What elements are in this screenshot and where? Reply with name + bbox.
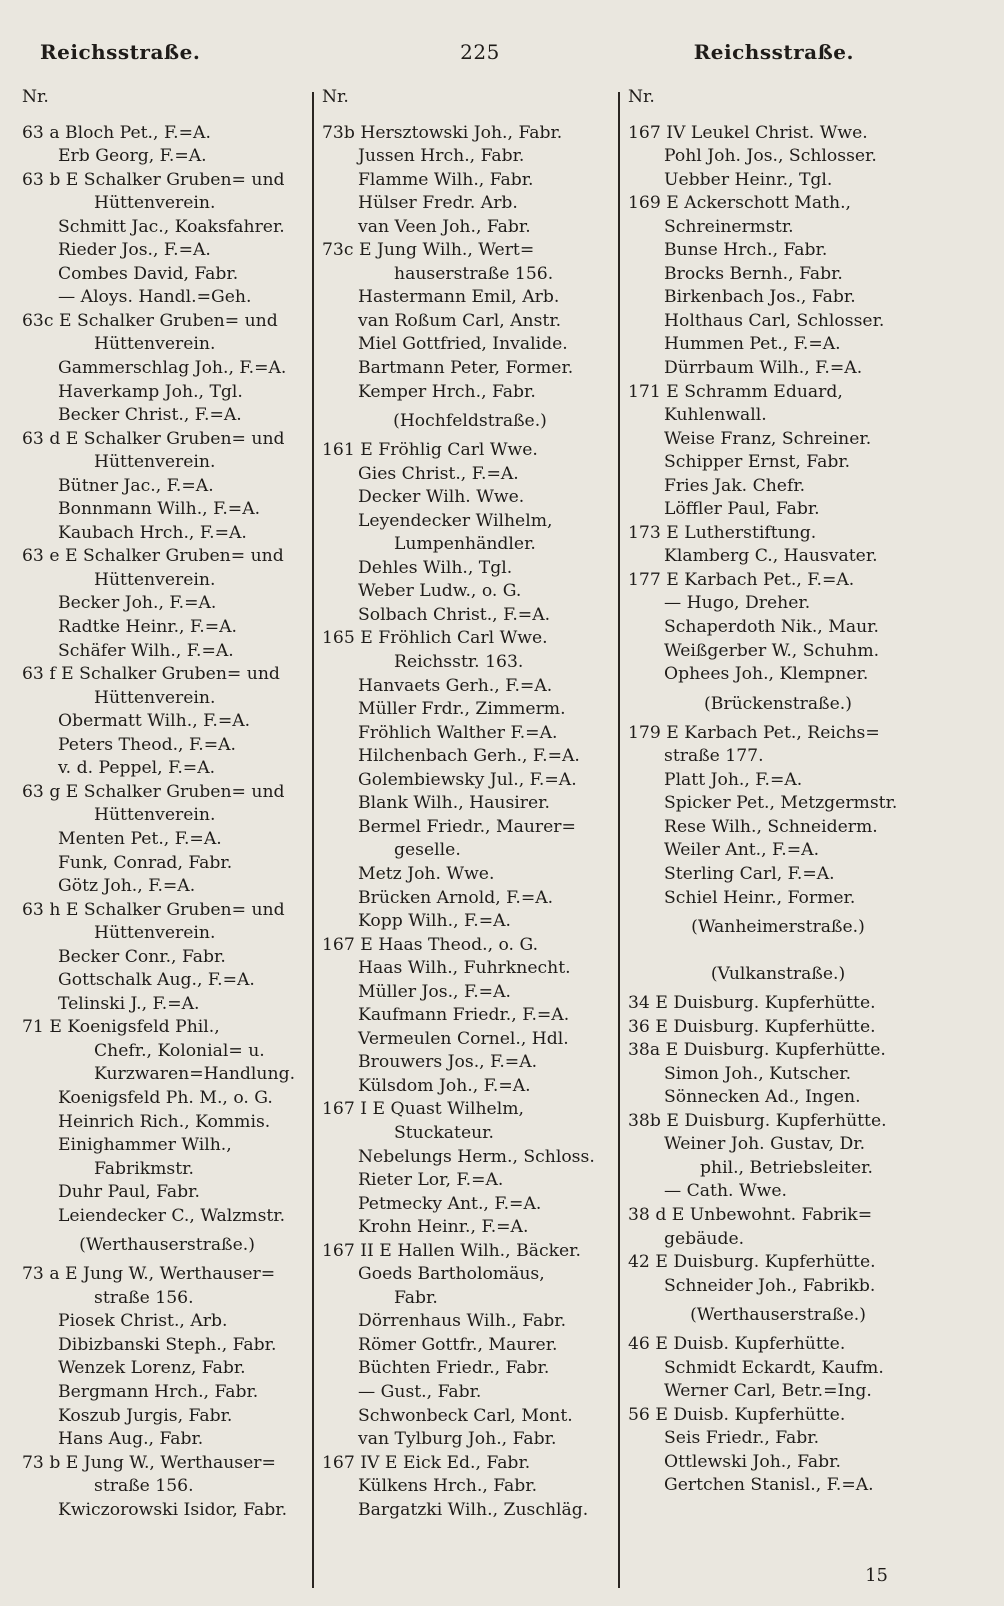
- resident-line: Römer Gottfr., Maurer.: [358, 1334, 558, 1355]
- page-header: [0, 40, 1004, 80]
- resident-line: v. d. Peppel, F.=A.: [58, 758, 216, 779]
- resident-line: — Gust., Fabr.: [358, 1381, 482, 1402]
- resident-line: Bergmann Hrch., Fabr.: [58, 1381, 259, 1402]
- resident-line: Dehles Wilh., Tgl.: [358, 557, 513, 578]
- resident-line: Uebber Heinr., Tgl.: [664, 169, 833, 190]
- resident-line: Hüttenverein.: [94, 334, 216, 355]
- resident-line: Ophees Joh., Klempner.: [664, 664, 869, 685]
- resident-line: Hüttenverein.: [94, 923, 216, 944]
- resident-line: Funk, Conrad, Fabr.: [58, 852, 233, 873]
- house-entry: 73 b E Jung W., Werthauser=: [22, 1452, 276, 1473]
- resident-line: — Cath. Wwe.: [664, 1181, 787, 1202]
- resident-line: Leiendecker C., Walzmstr.: [58, 1205, 286, 1226]
- house-entry: 42 E Duisburg. Kupferhütte.: [628, 1252, 876, 1273]
- resident-line: Dürrbaum Wilh., F.=A.: [664, 358, 863, 379]
- resident-line: Combes David, Fabr.: [58, 263, 239, 284]
- column-middle: [322, 86, 618, 1522]
- resident-line: Blank Wilh., Hausirer.: [358, 793, 550, 814]
- street-heading: (Werthauserstraße.): [79, 1235, 255, 1256]
- page-number-top: 225: [460, 40, 500, 64]
- resident-line: Obermatt Wilh., F.=A.: [58, 711, 251, 732]
- resident-line: geselle.: [394, 840, 461, 861]
- house-entry: 167 I E Quast Wilhelm,: [322, 1099, 524, 1120]
- resident-line: Bermel Friedr., Maurer=: [358, 816, 576, 837]
- resident-line: Seis Friedr., Fabr.: [664, 1428, 820, 1449]
- house-entry: 173 E Lutherstiftung.: [628, 522, 817, 543]
- resident-line: Brouwers Jos., F.=A.: [358, 1052, 538, 1073]
- house-entry: 63 f E Schalker Gruben= und: [22, 664, 280, 685]
- resident-line: Hülser Fredr. Arb.: [358, 193, 518, 214]
- resident-line: Weiler Ant., F.=A.: [664, 840, 820, 861]
- spacer: [22, 110, 312, 122]
- spacer: [628, 110, 928, 122]
- resident-line: Solbach Christ., F.=A.: [358, 604, 551, 625]
- house-entry: 38 d E Unbewohnt. Fabrik=: [628, 1204, 873, 1225]
- resident-line: Petmecky Ant., F.=A.: [358, 1193, 542, 1214]
- resident-line: Holthaus Carl, Schlosser.: [664, 310, 885, 331]
- resident-line: Löffler Paul, Fabr.: [664, 499, 820, 520]
- resident-line: Hüttenverein.: [94, 805, 216, 826]
- house-entry: 63 e E Schalker Gruben= und: [22, 546, 284, 567]
- resident-line: Weißgerber W., Schuhm.: [664, 640, 880, 661]
- house-entry: 63 d E Schalker Gruben= und: [22, 428, 285, 449]
- resident-line: Simon Joh., Kutscher.: [664, 1063, 852, 1084]
- resident-line: hauserstraße 156.: [394, 263, 554, 284]
- resident-line: Menten Pet., F.=A.: [58, 828, 222, 849]
- resident-line: Hüttenverein.: [94, 452, 216, 473]
- resident-line: Hastermann Emil, Arb.: [358, 287, 560, 308]
- resident-line: Hüttenverein.: [94, 569, 216, 590]
- house-entry: 165 E Fröhlich Carl Wwe.: [322, 628, 548, 649]
- resident-line: Becker Conr., Fabr.: [58, 946, 226, 967]
- house-entry: 73c E Jung Wilh., Wert=: [322, 240, 535, 261]
- resident-line: Bartmann Peter, Former.: [358, 358, 574, 379]
- resident-line: Brücken Arnold, F.=A.: [358, 887, 554, 908]
- resident-line: Ottlewski Joh., Fabr.: [664, 1451, 841, 1472]
- column-divider: [618, 92, 620, 1588]
- column-header: Nr.: [628, 87, 655, 107]
- resident-line: Koenigsfeld Ph. M., o. G.: [58, 1087, 273, 1108]
- resident-line: straße 156.: [94, 1476, 194, 1497]
- resident-line: Schipper Ernst, Fabr.: [664, 452, 851, 473]
- resident-line: Telinski J., F.=A.: [58, 993, 200, 1014]
- street-heading: (Wanheimerstraße.): [691, 917, 865, 938]
- house-entry: 73 a E Jung W., Werthauser=: [22, 1264, 276, 1285]
- street-heading: (Hochfeldstraße.): [393, 411, 547, 432]
- house-entry: 71 E Koenigsfeld Phil.,: [22, 1017, 220, 1038]
- spacer: [628, 945, 928, 957]
- resident-line: Radtke Heinr., F.=A.: [58, 617, 237, 638]
- resident-line: van Roßum Carl, Anstr.: [358, 310, 562, 331]
- house-entry: 169 E Ackerschott Math.,: [628, 193, 852, 214]
- resident-line: Heinrich Rich., Kommis.: [58, 1111, 271, 1132]
- street-heading: (Werthauserstraße.): [690, 1305, 866, 1326]
- resident-line: Rieter Lor, F.=A.: [358, 1170, 504, 1191]
- resident-line: Lumpenhändler.: [394, 534, 536, 555]
- house-entry: 167 IV Leukel Christ. Wwe.: [628, 122, 868, 143]
- resident-line: Decker Wilh. Wwe.: [358, 487, 525, 508]
- resident-line: van Tylburg Joh., Fabr.: [358, 1429, 557, 1450]
- house-entry: 161 E Fröhlig Carl Wwe.: [322, 440, 538, 461]
- house-entry: 73b Hersztowski Joh., Fabr.: [322, 122, 563, 143]
- resident-line: Külkens Hrch., Fabr.: [358, 1476, 538, 1497]
- resident-line: Schmitt Jac., Koaksfahrer.: [58, 216, 285, 237]
- resident-line: Gottschalk Aug., F.=A.: [58, 970, 255, 991]
- resident-line: Jussen Hrch., Fabr.: [358, 146, 525, 167]
- resident-line: Hüttenverein.: [94, 687, 216, 708]
- resident-line: Fröhlich Walther F.=A.: [358, 722, 558, 743]
- house-entry: 46 E Duisb. Kupferhütte.: [628, 1334, 846, 1355]
- resident-line: Weber Ludw., o. G.: [358, 581, 522, 602]
- resident-line: Kemper Hrch., Fabr.: [358, 381, 536, 402]
- house-entry: 167 IV E Eick Ed., Fabr.: [322, 1452, 531, 1473]
- resident-line: Hüttenverein.: [94, 193, 216, 214]
- resident-line: van Veen Joh., Fabr.: [358, 216, 531, 237]
- resident-line: Bargatzki Wilh., Zuschläg.: [358, 1499, 589, 1520]
- resident-line: Golembiewsky Jul., F.=A.: [358, 769, 577, 790]
- house-entry: 167 II E Hallen Wilh., Bäcker.: [322, 1240, 581, 1261]
- running-head-right: Reichsstraße.: [693, 40, 854, 64]
- resident-line: Rieder Jos., F.=A.: [58, 240, 211, 261]
- house-entry: 167 E Haas Theod., o. G.: [322, 934, 539, 955]
- resident-line: gebäude.: [664, 1228, 745, 1249]
- resident-line: Leyendecker Wilhelm,: [358, 510, 553, 531]
- resident-line: phil., Betriebsleiter.: [700, 1157, 873, 1178]
- resident-line: Becker Christ., F.=A.: [58, 405, 242, 426]
- resident-line: Bütner Jac., F.=A.: [58, 475, 214, 496]
- resident-line: Kaubach Hrch., F.=A.: [58, 522, 247, 543]
- resident-line: Kopp Wilh., F.=A.: [358, 911, 511, 932]
- resident-line: Klamberg C., Hausvater.: [664, 546, 878, 567]
- resident-line: Weiner Joh. Gustav, Dr.: [664, 1134, 866, 1155]
- house-entry: 38b E Duisburg. Kupferhütte.: [628, 1110, 887, 1131]
- resident-line: Flamme Wilh., Fabr.: [358, 169, 534, 190]
- house-entry: 34 E Duisburg. Kupferhütte.: [628, 993, 876, 1014]
- resident-line: Erb Georg, F.=A.: [58, 146, 207, 167]
- resident-line: Bonnmann Wilh., F.=A.: [58, 499, 261, 520]
- resident-line: Rese Wilh., Schneiderm.: [664, 816, 878, 837]
- resident-line: Goeds Bartholomäus,: [358, 1264, 545, 1285]
- resident-line: Haas Wilh., Fuhrknecht.: [358, 958, 571, 979]
- resident-line: Wenzek Lorenz, Fabr.: [58, 1358, 246, 1379]
- house-entry: 179 E Karbach Pet., Reichs=: [628, 722, 880, 743]
- resident-line: Metz Joh. Wwe.: [358, 863, 495, 884]
- running-head-left: Reichsstraße.: [40, 40, 201, 64]
- resident-line: Kaufmann Friedr., F.=A.: [358, 1005, 570, 1026]
- resident-line: Vermeulen Cornel., Hdl.: [358, 1028, 569, 1049]
- house-entry: 171 E Schramm Eduard,: [628, 381, 843, 402]
- resident-line: Duhr Paul, Fabr.: [58, 1182, 200, 1203]
- resident-line: Platt Joh., F.=A.: [664, 769, 803, 790]
- spacer: [322, 110, 618, 122]
- column-right: [628, 86, 928, 1498]
- column-divider: [312, 92, 314, 1588]
- page-number-bottom: 15: [865, 1565, 888, 1586]
- resident-line: Gies Christ., F.=A.: [358, 463, 519, 484]
- resident-line: Schaperdoth Nik., Maur.: [664, 617, 879, 638]
- resident-line: Müller Jos., F.=A.: [358, 981, 511, 1002]
- resident-line: straße 156.: [94, 1287, 194, 1308]
- resident-line: Bunse Hrch., Fabr.: [664, 240, 828, 261]
- resident-line: Miel Gottfried, Invalide.: [358, 334, 568, 355]
- resident-line: Stuckateur.: [394, 1122, 494, 1143]
- resident-line: Hanvaets Gerh., F.=A.: [358, 675, 553, 696]
- resident-line: Götz Joh., F.=A.: [58, 876, 196, 897]
- resident-line: Reichsstr. 163.: [394, 652, 524, 673]
- resident-line: Schwonbeck Carl, Mont.: [358, 1405, 573, 1426]
- resident-line: Chefr., Kolonial= u.: [94, 1040, 265, 1061]
- resident-line: Koszub Jurgis, Fabr.: [58, 1405, 233, 1426]
- resident-line: Pohl Joh. Jos., Schlosser.: [664, 146, 877, 167]
- house-entry: 56 E Duisb. Kupferhütte.: [628, 1404, 846, 1425]
- resident-line: Schreinermstr.: [664, 216, 794, 237]
- street-heading: (Brückenstraße.): [704, 693, 852, 714]
- resident-line: Büchten Friedr., Fabr.: [358, 1358, 550, 1379]
- resident-line: Peters Theod., F.=A.: [58, 734, 236, 755]
- resident-line: Werner Carl, Betr.=Ing.: [664, 1381, 872, 1402]
- resident-line: — Aloys. Handl.=Geh.: [58, 287, 252, 308]
- house-entry: 177 E Karbach Pet., F.=A.: [628, 569, 855, 590]
- resident-line: Birkenbach Jos., Fabr.: [664, 287, 856, 308]
- resident-line: Gammerschlag Joh., F.=A.: [58, 358, 287, 379]
- house-entry: 63 a Bloch Pet., F.=A.: [22, 122, 211, 143]
- resident-line: — Hugo, Dreher.: [664, 593, 811, 614]
- resident-line: straße 177.: [664, 746, 764, 767]
- resident-line: Fries Jak. Chefr.: [664, 475, 806, 496]
- resident-line: Fabrikmstr.: [94, 1158, 194, 1179]
- street-heading: (Vulkanstraße.): [710, 964, 846, 985]
- resident-line: Kwiczorowski Isidor, Fabr.: [58, 1499, 288, 1520]
- resident-line: Schiel Heinr., Former.: [664, 887, 856, 908]
- resident-line: Nebelungs Herm., Schloss.: [358, 1146, 595, 1167]
- resident-line: Einighammer Wilh.,: [58, 1135, 232, 1156]
- resident-line: Schneider Joh., Fabrikb.: [664, 1275, 876, 1296]
- resident-line: Külsdom Joh., F.=A.: [358, 1075, 531, 1096]
- column-header: Nr.: [22, 87, 49, 107]
- resident-line: Dörrenhaus Wilh., Fabr.: [358, 1311, 567, 1332]
- column-left: [22, 86, 312, 1522]
- resident-line: Hans Aug., Fabr.: [58, 1429, 204, 1450]
- resident-line: Spicker Pet., Metzgermstr.: [664, 793, 898, 814]
- resident-line: Dibizbanski Steph., Fabr.: [58, 1334, 277, 1355]
- house-entry: 36 E Duisburg. Kupferhütte.: [628, 1016, 876, 1037]
- resident-line: Kurzwaren=Handlung.: [94, 1064, 296, 1085]
- resident-line: Piosek Christ., Arb.: [58, 1311, 228, 1332]
- resident-line: Schäfer Wilh., F.=A.: [58, 640, 234, 661]
- resident-line: Hilchenbach Gerh., F.=A.: [358, 746, 580, 767]
- house-entry: 63 g E Schalker Gruben= und: [22, 781, 285, 802]
- resident-line: Kuhlenwall.: [664, 405, 767, 426]
- column-header: Nr.: [322, 87, 349, 107]
- resident-line: Sönnecken Ad., Ingen.: [664, 1087, 861, 1108]
- resident-line: Fabr.: [394, 1287, 438, 1308]
- resident-line: Becker Joh., F.=A.: [58, 593, 217, 614]
- resident-line: Gertchen Stanisl., F.=A.: [664, 1475, 874, 1496]
- resident-line: Sterling Carl, F.=A.: [664, 863, 835, 884]
- resident-line: Müller Frdr., Zimmerm.: [358, 699, 566, 720]
- resident-line: Krohn Heinr., F.=A.: [358, 1217, 529, 1238]
- house-entry: 63c E Schalker Gruben= und: [22, 310, 278, 331]
- resident-line: Schmidt Eckardt, Kaufm.: [664, 1357, 884, 1378]
- resident-line: Brocks Bernh., Fabr.: [664, 263, 843, 284]
- house-entry: 63 b E Schalker Gruben= und: [22, 169, 285, 190]
- house-entry: 63 h E Schalker Gruben= und: [22, 899, 285, 920]
- house-entry: 38a E Duisburg. Kupferhütte.: [628, 1040, 886, 1061]
- resident-line: Hummen Pet., F.=A.: [664, 334, 841, 355]
- resident-line: Weise Franz, Schreiner.: [664, 428, 872, 449]
- resident-line: Haverkamp Joh., Tgl.: [58, 381, 243, 402]
